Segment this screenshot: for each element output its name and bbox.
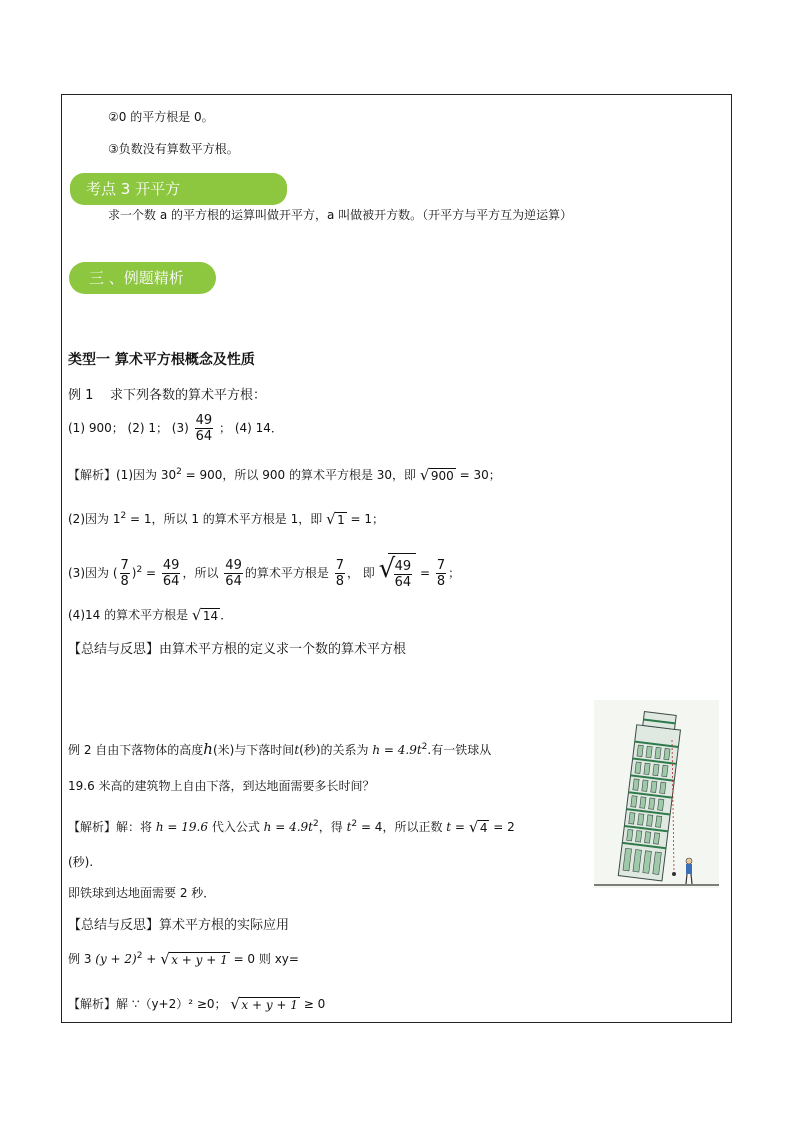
sup-2: 2 [421, 742, 428, 752]
example1-prompt: 求下列各数的算术平方根： [109, 388, 266, 403]
sqrt-900-radicand: 900 [430, 469, 454, 483]
ex3-expr-c: = 0 则 xy= [229, 952, 299, 966]
ex2-sol-d: = 4，所以正数 [357, 820, 443, 834]
sol3-g: = [416, 566, 431, 580]
ex2-line1-d: .有一铁球从 [427, 743, 492, 757]
sol3-c: = [142, 566, 157, 580]
frac-num: 7 [335, 558, 344, 573]
example1-solution-1 [68, 466, 501, 483]
ex2-sol-formula: h = 4.9t [263, 820, 313, 834]
sqrt-900: √ 900 [419, 466, 454, 484]
example1-items-a: (1) 900； (2) 1； (3) [68, 421, 189, 435]
frac-num: 49 [394, 559, 412, 574]
example1-solution-4 [68, 606, 232, 623]
sup-2: 2 [312, 819, 319, 829]
property-2: ②0 的平方根是 0。 [108, 110, 214, 124]
sup-2: 2 [136, 951, 143, 961]
fraction-49-64 [162, 558, 181, 589]
example2-summary: 【总结与反思】算术平方根的实际应用 [68, 918, 290, 933]
example1-solution-2 [68, 510, 384, 527]
frac-den: 64 [225, 574, 242, 589]
example1-items [68, 410, 283, 446]
frac-num: 49 [195, 413, 213, 428]
frac-den: 64 [394, 575, 412, 590]
property-3: ③负数没有算数平方根。 [108, 142, 239, 156]
frac-num: 49 [162, 558, 180, 573]
sqrt-1: √ 1 [326, 510, 345, 528]
var-t: t [294, 743, 300, 757]
example1-heading [68, 384, 266, 403]
example1-solution-3 [68, 550, 460, 594]
example3-solution [68, 995, 325, 1012]
example3-label: 例 3 [68, 952, 92, 966]
sol4-b: ． [220, 608, 233, 622]
sol2-a: (2)因为 1 [68, 512, 121, 526]
type1-title: 类型一 算术平方根概念及性质 [68, 352, 255, 368]
sol3-b: ) [131, 566, 137, 580]
sqrt-x-y-1: √ x + y + 1 [160, 950, 228, 968]
fraction-49-64 [224, 558, 243, 589]
example1-items-b: ； (4) 14． [219, 421, 283, 435]
ex2-line1-c: (秒)的关系为 [299, 743, 369, 757]
ex2-sol-h: h = 19.6 [155, 820, 208, 834]
ex2-line1-a: 例 2 自由下落物体的高度 [68, 743, 204, 757]
fraction-7-8 [120, 558, 130, 589]
sqrt-1-radicand: 1 [337, 513, 345, 527]
fraction-49-64 [394, 559, 413, 590]
frac-num: 49 [225, 558, 242, 573]
ex3-expr-b: + [142, 952, 157, 966]
sqrt-14: √ 14 [191, 606, 219, 624]
sqrt-49-64: √ $\frac{49}{64}$ [379, 553, 417, 594]
example2-answer: 即铁球到达地面需要 2 秒． [68, 886, 216, 900]
example2-line2: 19.6 米高的建筑物上自由下落，到达地面需要多长时间？ [68, 779, 375, 793]
var-h: h [203, 740, 213, 758]
section-badge-kaodian3: 考点 3 开平方 [70, 173, 287, 205]
example2-solution [68, 818, 515, 835]
example2-line1 [68, 740, 491, 758]
example1-label: 例 1 [68, 388, 94, 403]
sol3-f: ， 即 [346, 566, 375, 580]
ex2-sol-b: 代入公式 [211, 820, 260, 834]
example1-summary: 【总结与反思】由算术平方根的定义求一个数的算术平方根 [68, 642, 407, 657]
ex2-sol-t2: t = [446, 820, 465, 834]
section-badge-examples: 三 、例题精析 [69, 262, 216, 294]
sup-2: 2 [120, 511, 127, 521]
formula-h-4-9t2: h = 4.9t [372, 743, 422, 757]
fraction-49-64 [195, 413, 214, 444]
sqrt-x-y-1: √ x + y + 1 [230, 995, 298, 1013]
sol2-c: = 1； [346, 512, 385, 526]
frac-den: 8 [335, 574, 344, 589]
frac-den: 64 [162, 574, 180, 589]
sol1-c: = 30； [455, 468, 501, 482]
example3-problem [68, 950, 299, 967]
fraction-7-8 [436, 558, 446, 589]
sup-2: 2 [136, 565, 143, 575]
sqrt-4: √ 4 [468, 818, 488, 836]
frac-den: 8 [436, 574, 446, 589]
frac-num: 7 [120, 558, 129, 573]
sqrt-4-radicand: 4 [479, 821, 488, 835]
sup-2: 2 [176, 467, 182, 477]
ex2-sol-t: t [346, 820, 352, 834]
ex2-sol-c: ，得 [318, 820, 343, 834]
sol1-b: = 900，所以 900 的算术平方根是 30，即 [181, 468, 417, 482]
frac-num: 7 [436, 558, 446, 573]
sqrt-x-y-1-radicand: x + y + 1 [171, 953, 228, 967]
fraction-7-8 [335, 558, 345, 589]
sol1-a: 【解析】(1)因为 30 [68, 468, 177, 482]
ex3-sol-a: 【解析】解 ∵（y+2）² ≥0； [68, 997, 227, 1011]
sqrt-14-radicand: 14 [202, 609, 219, 623]
sup-2: 2 [351, 819, 358, 829]
sol3-a: (3)因为 ( [68, 566, 118, 580]
frac-den: 8 [120, 574, 129, 589]
sqrt-x-y-1-radicand: x + y + 1 [241, 998, 298, 1012]
sol4-a: (4)14 的算术平方根是 [68, 608, 189, 622]
frac-den: 64 [195, 429, 213, 444]
sol3-h: ； [448, 566, 461, 580]
leaning-tower-illustration [594, 700, 719, 888]
ex2-sol-a: 【解析】解：将 [68, 820, 153, 834]
sol3-e: 的算术平方根是 [244, 566, 329, 580]
ex2-sol-e: = 2 [489, 820, 515, 834]
example2-unit: (秒). [68, 855, 94, 869]
section3-definition: 求一个数 a 的平方根的运算叫做开平方，a 叫做被开方数。（开平方与平方互为逆运算） [108, 208, 573, 222]
ex2-line1-b: (米)与下落时间 [212, 743, 295, 757]
ex3-expr-a: (y + 2) [95, 952, 137, 966]
ex3-sol-b: ≥ 0 [299, 997, 326, 1011]
sol2-b: = 1，所以 1 的算术平方根是 1，即 [126, 512, 323, 526]
sol3-d: ，所以 [182, 566, 219, 580]
